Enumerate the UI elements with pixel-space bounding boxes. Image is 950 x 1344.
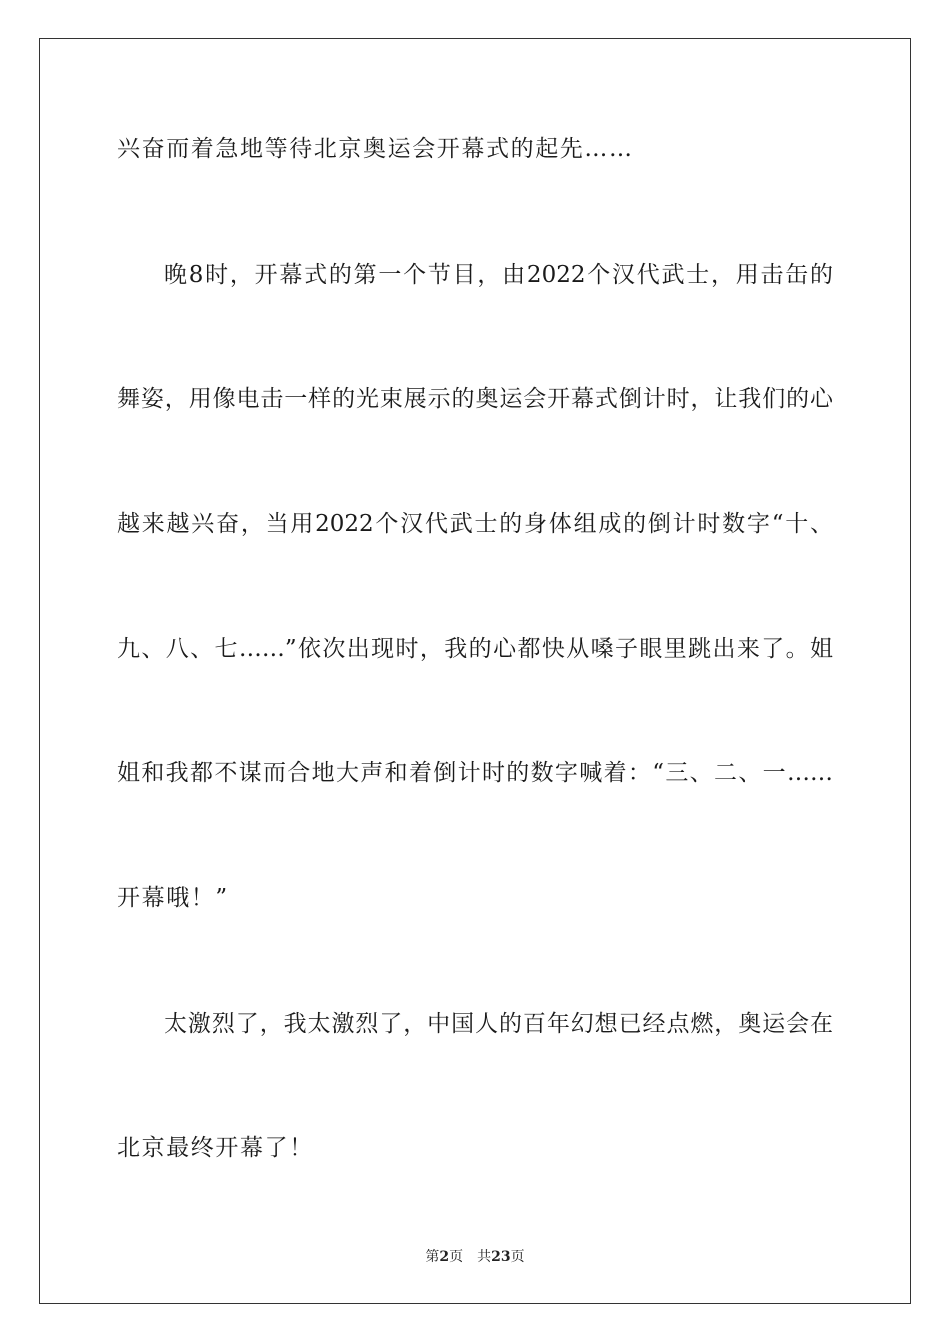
page-number-footer <box>0 1248 950 1266</box>
page-unit: 页 <box>449 1249 464 1265</box>
paragraph-line: 晚8时，开幕式的第一个节目，由2022个汉代武士，用击缶的 <box>164 262 833 288</box>
paragraph-line: 姐和我都不谋而合地大声和着倒计时的数字喊着：“三、二、一…… <box>117 760 833 786</box>
page-prefix: 第 <box>425 1249 440 1265</box>
total-prefix: 共 <box>477 1249 492 1265</box>
paragraph-line: 开幕哦！” <box>117 885 229 911</box>
paragraph-line: 舞姿，用像电击一样的光束展示的奥运会开幕式倒计时，让我们的心 <box>117 386 833 412</box>
current-page-number: 2 <box>439 1249 450 1265</box>
paragraph-line: 北京最终开幕了！ <box>117 1135 314 1161</box>
total-page-number: 23 <box>491 1249 511 1265</box>
paragraph-line: 太激烈了，我太激烈了，中国人的百年幻想已经点燃，奥运会在 <box>164 1011 833 1037</box>
total-unit: 页 <box>510 1249 525 1265</box>
paragraph-line: 兴奋而着急地等待北京奥运会开幕式的起先…… <box>117 136 634 162</box>
paragraph-line: 九、八、七……”依次出现时，我的心都快从嗓子眼里跳出来了。姐 <box>117 636 833 662</box>
page-border <box>39 38 911 1304</box>
paragraph-line: 越来越兴奋，当用2022个汉代武士的身体组成的倒计时数字“十、 <box>117 511 833 537</box>
